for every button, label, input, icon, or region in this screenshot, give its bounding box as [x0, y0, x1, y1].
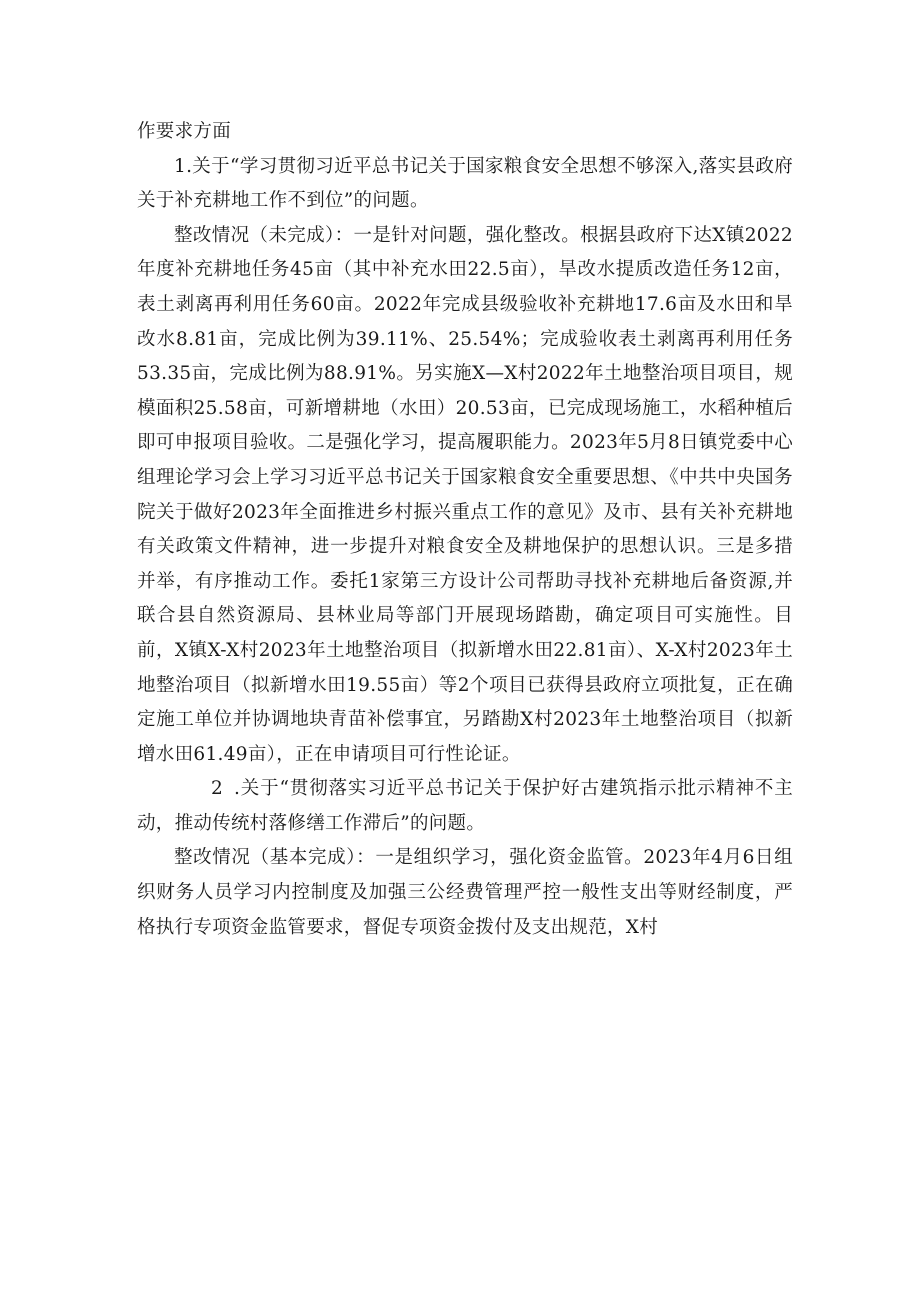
issue-2-text: .关于“贯彻落实习近平总书记关于保护好古建筑指示批示精神不主动，推动传统村落修缮工作滞后”的问题。 [137, 778, 793, 834]
paragraph-issue-2 [137, 772, 793, 841]
document-body [137, 115, 793, 945]
paragraph-continuation: 作要求方面 [137, 121, 232, 142]
paragraph-issue-1: 1.关于“学习贯彻习近平总书记关于国家粮食安全思想不够深入,落实县政府关于补充耕地工作不到位”的问题。 [137, 155, 793, 212]
paragraph-rectification-1: 整改情况（未完成）：一是针对问题，强化整改。根据县政府下达X镇2022年度补充耕地任务45亩（其中补充水田22.5亩），旱改水提质改造任务12亩，表土剥离再利用任务60亩。2022年完成县级验收补充耕地17.6亩及水田和旱改水8.81亩，完成比例为39.11%、25.54%；完成验收表土剥离再利用任务53.35亩，完成比例为88.91%。另实施X—X村2022年土地整治项目项目，规模面积25.58亩，可新增耕地（水田）20.53亩，已完成现场施工，水稻种植后即可申报项目验收。二是强化学习，提高履职能力。2023年5月8日镇党委中心组理论学习会上学习习近平总书记关于国家粮食安全重要思想、《中共中央国务院关于做好2023年全面推进乡村振兴重点工作的意见》及市、县有关补充耕地有关政策文件精神，进一步提升对粮食安全及耕地保护的思想认识。三是多措并举，有序推动工作。委托1家第三方设计公司帮助寻找补充耕地后备资源,并联合县自然资源局、县林业局等部门开展现场踏勘，确定项目可实施性。目前，X镇X-X村2023年土地整治项目（拟新增水田22.81亩）、X-X村2023年土地整治项目（拟新增水田19.55亩）等2个项目已获得县政府立项批复，正在确定施工单位并协调地块青苗补偿事宜，另踏勘X村2023年土地整治项目（拟新增水田61.49亩），正在申请项目可行性论证。 [137, 224, 793, 765]
paragraph-rectification-2: 整改情况（基本完成）：一是组织学习，强化资金监管。2023年4月6日组织财务人员学习内控制度及加强三公经费管理严控一般性支出等财经制度，严格执行专项资金监管要求，督促专项资金拨付及支出规范，X村 [137, 847, 793, 938]
issue-2-number: 2 [211, 778, 224, 800]
